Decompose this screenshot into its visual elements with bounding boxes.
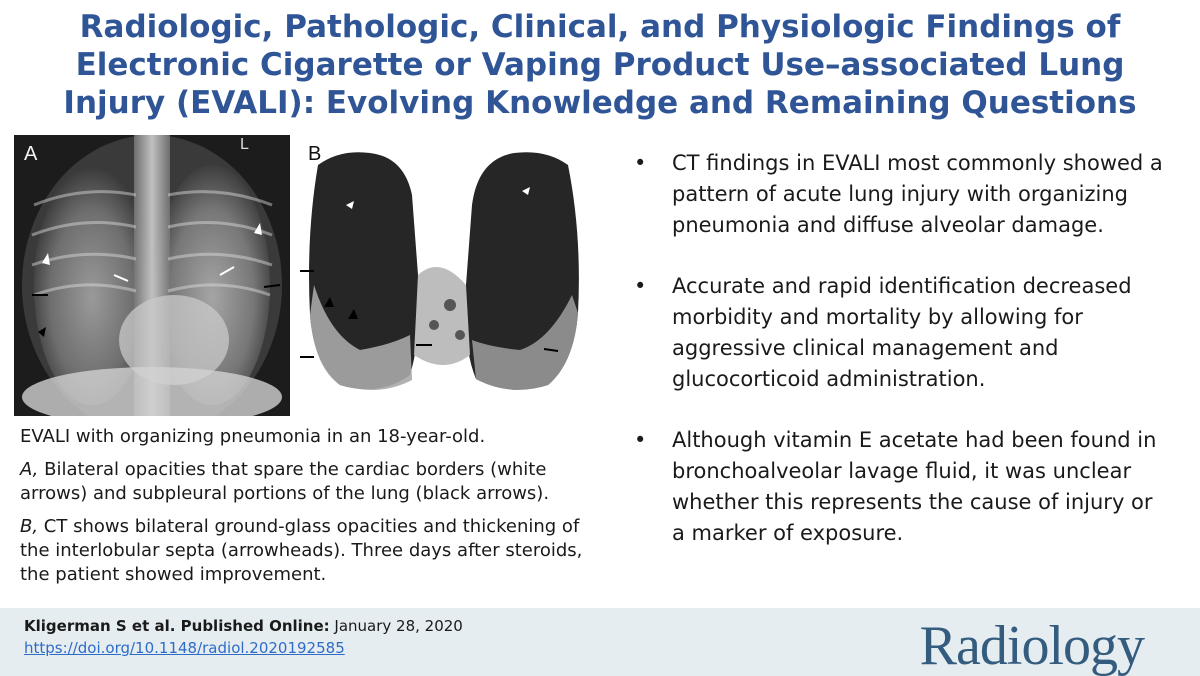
- caption-lead: EVALI with organizing pneumonia in an 18-year-old.: [20, 426, 486, 447]
- citation-authors: Kligerman S et al. Published Online:: [24, 617, 330, 635]
- bullet-icon: •: [634, 428, 647, 452]
- panel-b-label: B: [308, 143, 322, 165]
- key-point-text: Although vitamin E acetate had been found in bronchoalveolar lavage fluid, it was unclear whether this represents the cause of injury or a marker of exposure.: [672, 428, 1157, 545]
- footer-bar: [0, 608, 1200, 676]
- chest-xray-drawing: [14, 135, 290, 416]
- caption-b-text: CT shows bilateral ground-glass opacities and thickening of the interlobular septa (arrowheads). Three days after steroids, the patient showed improvement.: [20, 516, 583, 585]
- caption-a-prefix: A,: [20, 459, 39, 480]
- key-point-text: Accurate and rapid identification decreased morbidity and mortality by allowing for aggressive clinical management and glucocorticoid administration.: [672, 274, 1132, 391]
- chest-xray-image: [14, 135, 290, 416]
- key-point-item: [632, 271, 1172, 395]
- caption-panel-b: [20, 515, 590, 587]
- slide-title: Radiologic, Pathologic, Clinical, and Physiologic Findings of Electronic Cigarette or Vaping Product Use–associated Lung Injury (EVALI): Evolving Knowledge and Remaining Questions: [63, 9, 1137, 121]
- radiology-logo: Radiology: [919, 615, 1144, 676]
- key-point-item: [632, 425, 1172, 549]
- key-point-text: CT findings in EVALI most commonly showed a pattern of acute lung injury with organizing pneumonia and diffuse alveolar damage.: [672, 151, 1163, 237]
- coronal-ct-drawing: [300, 135, 586, 416]
- key-points-list: [632, 148, 1172, 579]
- svg-text:L: L: [240, 136, 249, 153]
- citation-line: [24, 615, 463, 637]
- bullet-icon: •: [634, 274, 647, 298]
- publish-date: January 28, 2020: [329, 617, 463, 635]
- doi-link[interactable]: https://doi.org/10.1148/radiol.2020192585: [24, 639, 345, 657]
- citation: [24, 615, 463, 659]
- coronal-ct-image: [300, 135, 586, 416]
- panel-a-label: A: [24, 143, 38, 165]
- bullet-icon: •: [634, 151, 647, 175]
- key-point-item: [632, 148, 1172, 241]
- figure-caption: [20, 425, 590, 596]
- caption-a-text: Bilateral opacities that spare the cardiac borders (white arrows) and subpleural portions of the lung (black arrows).: [20, 459, 550, 504]
- caption-b-prefix: B,: [20, 516, 39, 537]
- caption-panel-a: [20, 458, 590, 506]
